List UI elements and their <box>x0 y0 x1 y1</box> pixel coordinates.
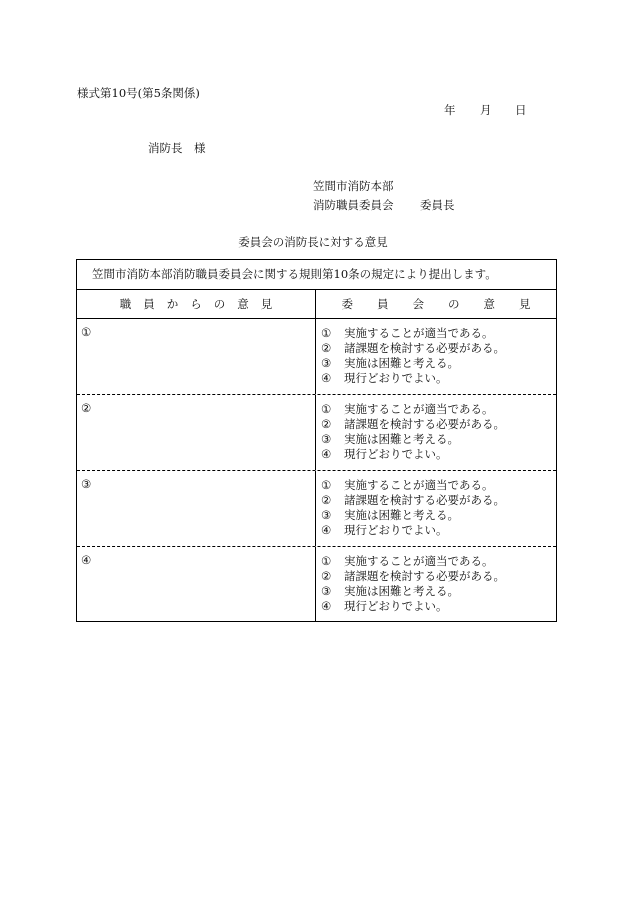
option-number: ④ <box>321 447 332 461</box>
option-item <box>321 493 556 508</box>
option-number: ① <box>321 402 332 416</box>
date-month-label: 月 <box>480 103 492 117</box>
opinion-table <box>76 259 557 622</box>
option-text: 実施は困難と考える。 <box>344 432 459 446</box>
option-item <box>321 569 556 584</box>
addressee: 消防長 様 <box>148 141 206 155</box>
row-marker: ③ <box>81 477 92 491</box>
option-text: 現行どおりでよい。 <box>344 523 448 537</box>
table-row <box>77 319 556 395</box>
staff-opinion-cell <box>77 547 316 621</box>
committee-opinion-cell <box>316 547 556 621</box>
option-text: 諸課題を検討する必要がある。 <box>344 493 505 507</box>
option-item <box>321 584 556 599</box>
staff-opinion-header: 職員からの意見 <box>77 290 316 318</box>
option-text: 諸課題を検討する必要がある。 <box>344 341 505 355</box>
option-item <box>321 478 556 493</box>
committee-opinion-cell <box>316 395 556 470</box>
row-marker: ④ <box>81 553 92 567</box>
table-row <box>77 547 556 621</box>
option-number: ③ <box>321 432 332 446</box>
option-number: ② <box>321 341 332 355</box>
option-item <box>321 554 556 569</box>
staff-opinion-cell <box>77 319 316 394</box>
form-number: 様式第10号(第5条関係) <box>77 86 200 100</box>
option-item <box>321 432 556 447</box>
table-row <box>77 471 556 547</box>
option-item <box>321 326 556 341</box>
sender-role: 委員長 <box>420 198 455 212</box>
option-number: ② <box>321 569 332 583</box>
option-item <box>321 417 556 432</box>
option-number: ② <box>321 493 332 507</box>
option-text: 実施することが適当である。 <box>344 402 494 416</box>
option-text: 諸課題を検討する必要がある。 <box>344 569 505 583</box>
staff-opinion-cell <box>77 471 316 546</box>
table-row <box>77 395 556 471</box>
option-item <box>321 402 556 417</box>
option-text: 諸課題を検討する必要がある。 <box>344 417 505 431</box>
option-number: ② <box>321 417 332 431</box>
option-item <box>321 508 556 523</box>
option-text: 現行どおりでよい。 <box>344 447 448 461</box>
option-number: ③ <box>321 356 332 370</box>
date-year-label: 年 <box>444 103 456 117</box>
option-text: 実施は困難と考える。 <box>344 356 459 370</box>
committee-opinion-cell <box>316 471 556 546</box>
option-number: ① <box>321 554 332 568</box>
option-text: 実施は困難と考える。 <box>344 584 459 598</box>
option-item <box>321 523 556 538</box>
committee-opinion-cell <box>316 319 556 394</box>
option-item <box>321 341 556 356</box>
submission-statement: 笠間市消防本部消防職員委員会に関する規則第10条の規定により提出します。 <box>77 260 556 290</box>
option-text: 現行どおりでよい。 <box>344 599 448 613</box>
sender-committee: 消防職員委員会 <box>313 198 394 212</box>
staff-opinion-cell <box>77 395 316 470</box>
option-text: 実施することが適当である。 <box>344 326 494 340</box>
option-text: 現行どおりでよい。 <box>344 371 448 385</box>
document-title: 委員会の消防長に対する意見 <box>238 235 388 249</box>
option-number: ④ <box>321 523 332 537</box>
option-item <box>321 599 556 614</box>
option-item <box>321 371 556 386</box>
row-marker: ② <box>81 401 92 415</box>
table-header-row <box>77 290 556 319</box>
option-item <box>321 447 556 462</box>
option-number: ④ <box>321 599 332 613</box>
option-number: ④ <box>321 371 332 385</box>
row-marker: ① <box>81 325 92 339</box>
option-text: 実施することが適当である。 <box>344 554 494 568</box>
sender-organization: 笠間市消防本部 <box>313 179 394 193</box>
option-item <box>321 356 556 371</box>
option-number: ③ <box>321 508 332 522</box>
option-number: ① <box>321 478 332 492</box>
option-text: 実施することが適当である。 <box>344 478 494 492</box>
committee-opinion-header: 委員会の意見 <box>341 297 555 311</box>
option-number: ③ <box>321 584 332 598</box>
option-text: 実施は困難と考える。 <box>344 508 459 522</box>
option-number: ① <box>321 326 332 340</box>
date-day-label: 日 <box>515 103 527 117</box>
